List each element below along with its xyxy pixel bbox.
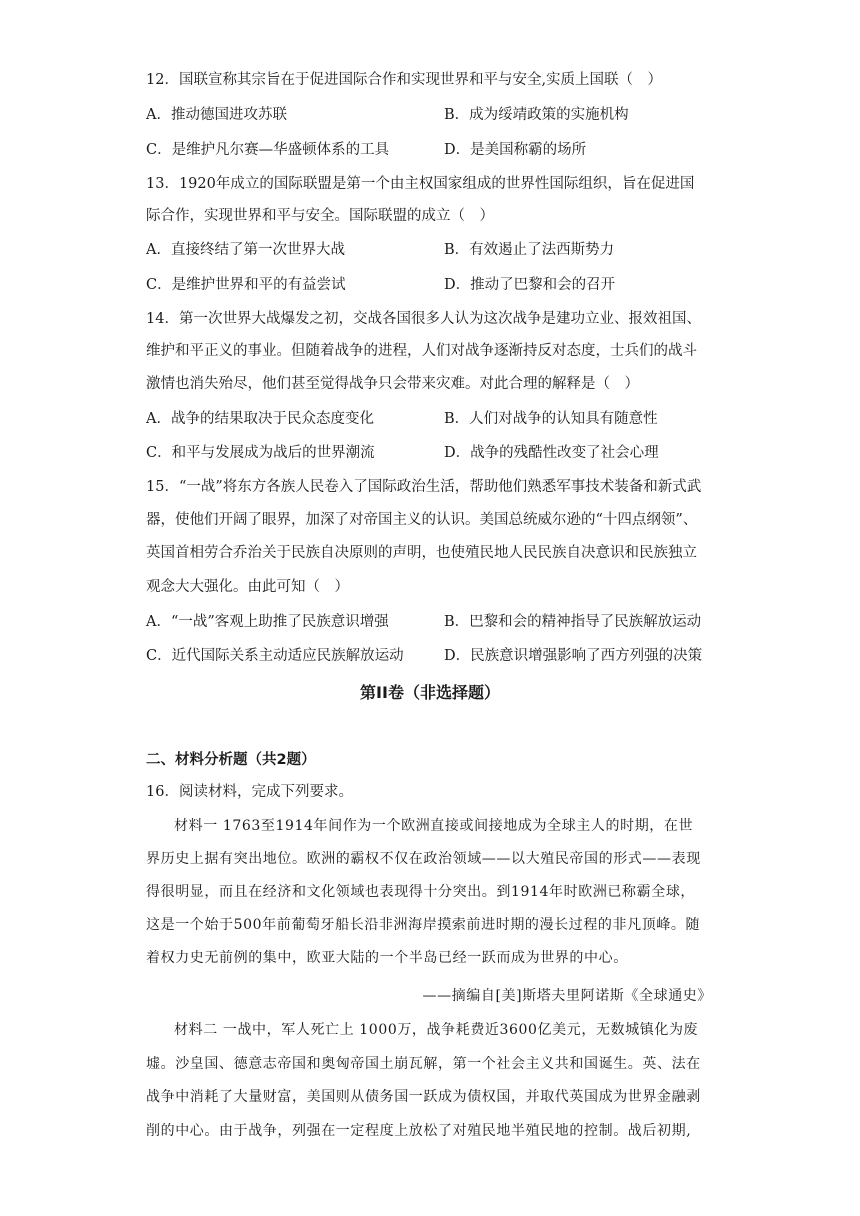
question-13-option-d: D．推动了巴黎和会的召开 [444, 277, 616, 293]
question-15-option-d: D．民族意识增强影响了西方列强的决策 [444, 648, 703, 664]
material-2-line-1: 材料二 一战中，军人死亡上 1000万，战争耗费近3600亿美元，无数城镇化为废 [174, 1022, 699, 1038]
question-15-stem-line-4: 观念大大强化。由此可知（ ） [146, 579, 349, 595]
question-12-option-d: D．是美国称霸的场所 [444, 142, 587, 158]
question-14-option-b: B．人们对战争的认知具有随意性 [444, 411, 658, 427]
question-13-option-a: A．直接终结了第一次世界大战 [146, 242, 345, 258]
material-2-line-4: 削的中心。由于战争，列强在一定程度上放松了对殖民地半殖民地的控制。战后初期, [146, 1123, 692, 1139]
material-2-line-2: 墟。沙皇国、德意志帝国和奥匈帝国土崩瓦解，第一个社会主义共和国诞生。英、法在 [146, 1056, 701, 1072]
material-1-line-3: 得很明显，而且在经济和文化领域也表现得十分突出。到1914年时欧洲已称霸全球， [146, 884, 696, 900]
question-13-stem-line-1: 13．1920年成立的国际联盟是第一个由主权国家组成的世界性国际组织，旨在促进国 [146, 176, 695, 192]
material-1-source: ——摘编自[美]斯塔夫里阿诺斯《全球通史》 [422, 988, 712, 1004]
question-16-stem: 16．阅读材料，完成下列要求。 [146, 784, 353, 800]
question-13-option-c: C．是维护世界和平的有益尝试 [146, 277, 346, 293]
question-15-option-a: A．“一战”客观上助推了民族意识增强 [146, 614, 389, 630]
question-13-option-b: B．有效遏止了法西斯势力 [444, 242, 615, 258]
question-14-option-d: D．战争的残酷性改变了社会心理 [444, 445, 659, 461]
question-12-option-c: C．是维护凡尔赛—华盛顿体系的工具 [146, 142, 390, 158]
question-15-stem-line-1: 15．“一战”将东方各族人民卷入了国际政治生活，帮助他们熟悉军事技术装备和新式武 [146, 479, 702, 495]
question-12-option-b: B．成为绥靖政策的实施机构 [444, 107, 629, 123]
part-title: 第II卷（非选择题） [360, 683, 500, 702]
question-13-stem-line-2: 际合作，实现世界和平与安全。国际联盟的成立（ ） [146, 208, 494, 224]
question-15-stem-line-2: 器，使他们开阔了眼界，加深了对帝国主义的认识。美国总统威尔逊的“十四点纲领”、 [146, 512, 698, 528]
question-14-option-c: C．和平与发展成为战后的世界潮流 [146, 445, 375, 461]
question-15-stem-line-3: 英国首相劳合乔治关于民族自决原则的声明，也使殖民地人民民族自决意识和民族独立 [146, 545, 697, 561]
question-14-option-a: A．战争的结果取决于民众态度变化 [146, 411, 374, 427]
question-12-option-a: A．推动德国进攻苏联 [146, 107, 287, 123]
material-1-line-5: 着权力史无前例的集中，欧亚大陆的一个半岛已经一跃而成为世界的中心。 [146, 950, 628, 966]
material-1-line-1: 材料一 1763至1914年间作为一个欧洲直接或间接地成为全球主人的时期，在世 [174, 818, 694, 834]
question-15-option-b: B．巴黎和会的精神指导了民族解放运动 [444, 614, 702, 630]
material-1-line-4: 这是一个始于500年前葡萄牙船长沿非洲海岸摸索前进时期的漫长过程的非凡顶峰。随 [146, 917, 701, 933]
section-title: 二、材料分析题（共2题） [146, 752, 316, 768]
question-15-option-c: C．近代国际关系主动适应民族解放运动 [146, 648, 404, 664]
material-2-line-3: 战争中消耗了大量财富，美国则从债务国一跃成为债权国，并取代英国成为世界金融剥 [146, 1089, 701, 1105]
material-1-line-2: 界历史上据有突出地位。欧洲的霸权不仅在政治领域——以大殖民帝国的形式——表现 [146, 851, 701, 867]
question-14-stem-line-2: 维护和平正义的事业。但随着战争的进程，人们对战争逐渐持反对态度，士兵们的战斗 [146, 343, 697, 359]
question-12-stem: 12．国联宣称其宗旨在于促进国际合作和实现世界和平与安全,实质上国联（ ） [146, 72, 663, 88]
question-14-stem-line-3: 激情也消失殆尽，他们甚至觉得战争只会带来灾难。对此合理的解释是（ ） [146, 376, 639, 392]
question-14-stem-line-1: 14．第一次世界大战爆发之初，交战各国很多人认为这次战争是建功立业、报效祖国、 [146, 311, 701, 327]
